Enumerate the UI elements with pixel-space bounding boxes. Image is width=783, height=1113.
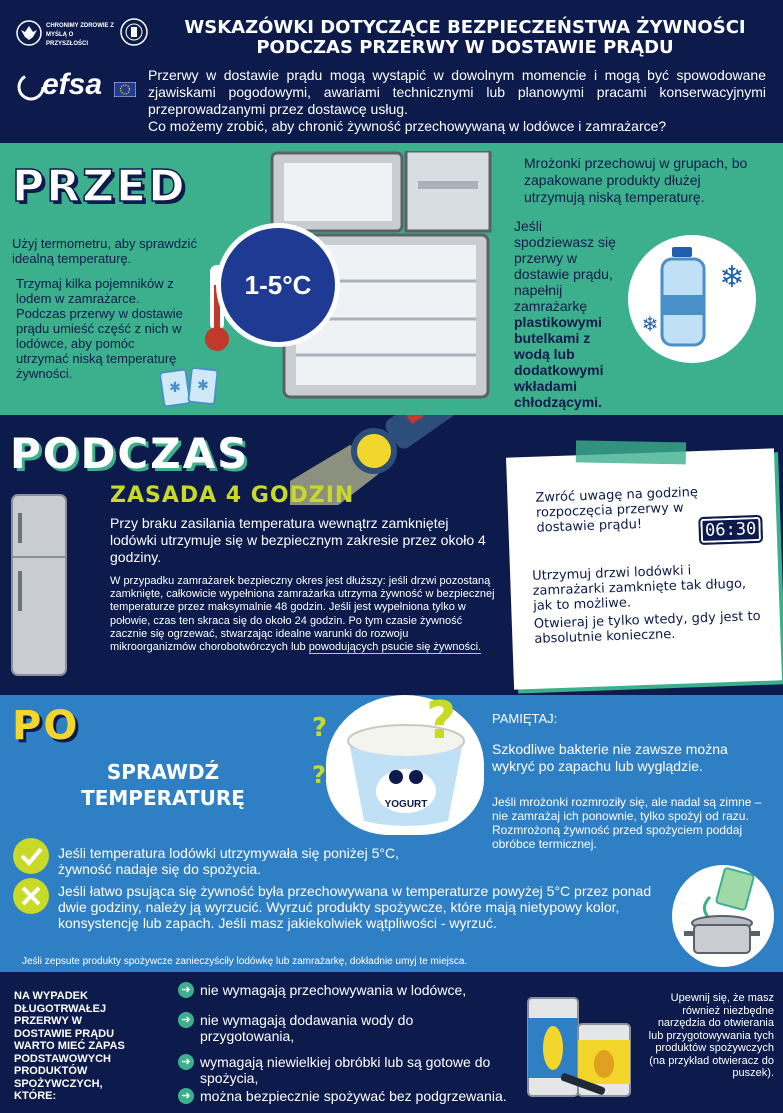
after-section	[0, 695, 783, 972]
thaw-note: Jeśli mrożonki rozmroziły się, ale nadal są zimne – nie zamrażaj ich ponownie, tylko spożyj od razu. Rozmrożoną żywność przed spożyciem poddaj obróbce termicznej.	[492, 795, 762, 851]
org-name: CHRONIMY ZDROWIE Z MYŚLĄ O PRZYSZŁOŚCI	[46, 23, 114, 47]
note-keep-closed: Utrzymuj drzwi lodówki i zamrażarki zamknięte tak długo, jak to możliwe.	[531, 563, 747, 614]
stockpile-item	[178, 982, 508, 1012]
check-title-line-2: TEMPERATURĘ	[81, 786, 245, 810]
bottle-tip-bold: plastikowymi butelkami z wodą lub dodatkowymi wkładami chłodzącymi.	[514, 314, 604, 410]
freezer-text-main: W przypadku zamrażarek bezpieczny okres jest dłuższy: jeśli drzwi pozostaną zamknięte, całkowicie wypełniona zamrażarka utrzyma żywność w bezpiecznej temperaturze przez maksymalnie 48 godzin. Jeśli jest wypełniona tylko w połowie, czas ten skraca się do około 24 godzin. Po tym czasie żywność zacznie się ogrzewać, stwarzając idealne warunki do rozwoju mikroorganizmów chorobotwórczych lub	[110, 575, 495, 654]
arrow-icon: ➜	[178, 1012, 194, 1028]
during-section	[0, 415, 783, 695]
header-section	[0, 0, 783, 143]
group-frozen-tip: Mrożonki przechowuj w grupach, bo zapakowane produkty dłużej utrzymują niską temperaturę.	[524, 155, 748, 205]
freezer-text-underlined: powodujących psucie się żywności.	[308, 641, 482, 654]
intro-text: Przerwy w dostawie prądu mogą wystąpić w dowolnym momencie i mogą być spowodowane zjawiskami pogodowymi, awariami technicznymi lub planowymi pracami konserwacyjnymi przeprowadzanymi przez dostawcę usług.	[148, 67, 766, 117]
svg-text:✱: ✱	[197, 377, 209, 393]
ministry-eagle-icon	[16, 20, 42, 46]
arrow-icon: ➜	[178, 982, 194, 998]
stockpile-item-text: nie wymagają przechowywania w lodówce,	[200, 982, 467, 998]
tape-strip	[576, 440, 686, 464]
ok-temperature-text: Jeśli temperatura lodówki utrzymywała się poniżej 5°C, żywność nadaje się do spożycia.	[58, 845, 399, 877]
after-heading: PO	[12, 703, 80, 749]
canned-food-icon	[520, 984, 646, 1108]
discard-food-text: Jeśli łatwo psująca się żywność była przechowywana w temperaturze powyżej 5°C przez ponad dwie godziny, należy ją wyrzucić. Wyrzuć produkty spożywcze, które mają nietypowy kolor, konsystencję lub zapach. Jeśli masz jakiekolwiek wątpliwości - wyrzuć.	[58, 883, 652, 931]
cross-icon	[12, 877, 50, 915]
svg-text:✱: ✱	[169, 379, 181, 395]
during-heading: PODCZAS	[10, 429, 250, 478]
before-heading: PRZED	[12, 161, 187, 212]
arrow-icon: ➜	[178, 1088, 194, 1104]
note-card	[506, 448, 782, 689]
cooking-pot-icon	[680, 867, 770, 963]
note-open-only: Otwieraj je tylko wtedy, gdy jest to absolutnie konieczne.	[533, 608, 761, 647]
thermometer-tip: Użyj termometru, aby sprawdzić idealną temperaturę.	[12, 236, 197, 266]
freezer-text	[110, 575, 496, 654]
opener-note: Upewnij się, że masz również niezbędne narzędzia do otwierania lub przygotowywania tych produktów spożywczych (na przykład otwieracz do puszek).	[648, 992, 774, 1079]
stockpile-lead: NA WYPADEK DŁUGOTRWAŁEJ PRZERWY W DOSTAWIE PRĄDU WARTO MIEĆ ZAPAS PODSTAWOWYCH PRODUKTÓW SPOŻYWCZYCH, KTÓRE:	[14, 990, 125, 1102]
check-temperature-title	[48, 759, 278, 811]
stockpile-section	[0, 972, 783, 1113]
intro-paragraph	[148, 67, 766, 135]
bacteria-note: Szkodliwe bakterie nie zawsze można wykryć po zapachu lub wyglądzie.	[492, 741, 728, 774]
stockpile-item-text: można bezpiecznie spożywać bez podgrzewania.	[200, 1088, 507, 1104]
clean-fridge-note: Jeśli zepsute produkty spożywcze zanieczyściły lodówkę lub zamrażarkę, dokładnie umyj te miejsca.	[22, 956, 468, 967]
before-section	[0, 143, 783, 415]
question-mark-icon: ?	[312, 713, 330, 743]
ice-packs-tip: Trzymaj kilka pojemników z lodem w zamrażarce. Podczas przerwy w dostawie prądu umieść część z nich w lodówce, aby pomóc utrzymać niską temperaturę żywności.	[16, 276, 183, 381]
eu-flag-icon	[114, 82, 136, 97]
remember-label: PAMIĘTAJ:	[492, 711, 558, 726]
stockpile-item	[178, 1012, 508, 1054]
svg-text:❄: ❄	[719, 261, 745, 294]
question-mark-icon-2: ?	[312, 761, 328, 789]
checkmark-icon	[12, 837, 50, 875]
svg-text:❄: ❄	[641, 314, 659, 336]
closed-fridge-icon	[10, 493, 68, 677]
four-hour-rule-text: Przy braku zasilania temperatura wewnątrz zamkniętej lodówki utrzymuje się w bezpiecznym zakresie przez około 4 godziny.	[110, 515, 486, 565]
stockpile-item-text: wymagają niewielkiej obróbki lub są gotowe do spożycia,	[200, 1054, 491, 1086]
question-mark-icon-3: ?	[426, 695, 459, 751]
bottle-tip-text: Jeśli spodziewasz się przerwy w dostawie prądu, napełnij zamrażarkę	[514, 218, 616, 314]
arrow-icon: ➜	[178, 1054, 194, 1070]
stockpile-list	[178, 982, 508, 1108]
stockpile-item	[178, 1054, 508, 1088]
efsa-logo	[16, 66, 136, 106]
title-line-2: PODCZAS PRZERWY W DOSTAWIE PRĄDU	[256, 37, 674, 58]
efsa-wordmark: efsa	[42, 68, 103, 101]
gis-seal-icon	[120, 18, 148, 46]
frozen-water-bottle-icon	[636, 245, 748, 355]
frozen-bottle-circle	[628, 235, 756, 363]
stockpile-item-text: nie wymagają dodawania wody do przygotowania,	[200, 1012, 414, 1044]
check-title-line-1: SPRAWDŹ	[106, 760, 220, 784]
clock-display: 06:30	[698, 515, 763, 545]
bottle-tip	[514, 218, 622, 410]
stockpile-item	[178, 1088, 508, 1108]
yogurt-label: YOGURT	[384, 799, 428, 810]
note-start-time: Zwróć uwagę na godzinę rozpoczęcia przerwy w dostawie prądu!	[535, 485, 699, 536]
ice-packs-icon	[160, 365, 222, 409]
page-title	[170, 18, 760, 58]
title-line-1: WSKAZÓWKI DOTYCZĄCE BEZPIECZEŃSTWA ŻYWNOŚCI	[184, 17, 746, 38]
temperature-badge: 1-5°C	[216, 223, 340, 347]
four-hour-rule-title: ZASADA 4 GODZIN	[110, 483, 355, 508]
intro-question: Co możemy zrobić, aby chronić żywność przechowywaną w lodówce i zamrażarce?	[148, 118, 667, 134]
